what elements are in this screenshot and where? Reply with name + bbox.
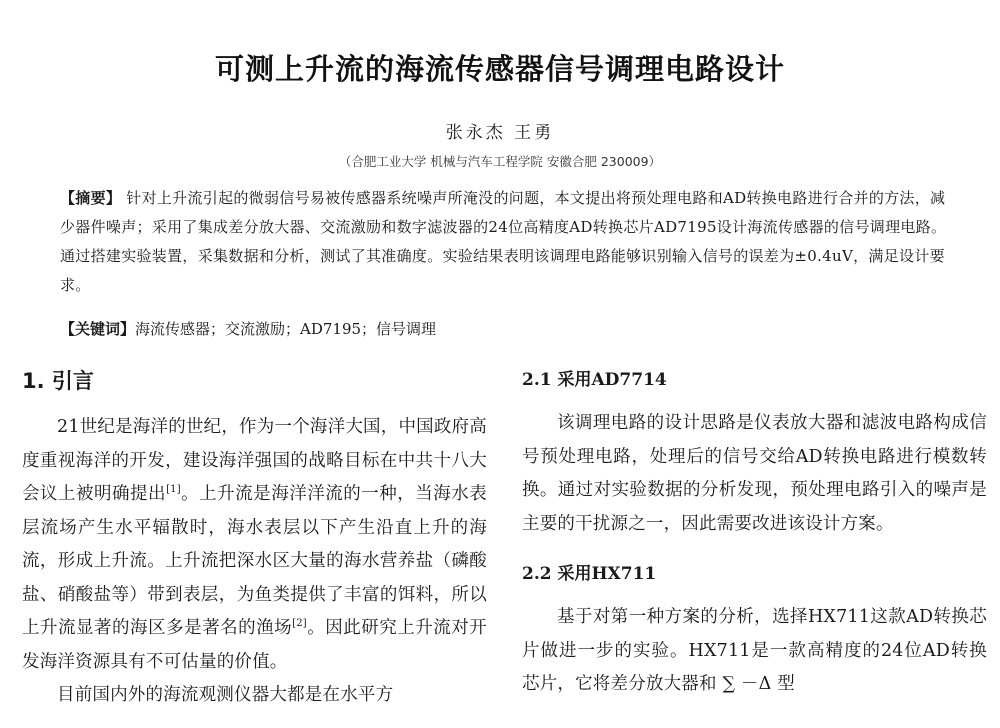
intro-text-part3: 。因此研究上升流对开发海洋资源具有不可估量的价值。: [22, 618, 487, 672]
paper-title: 可测上升流的海流传感器信号调理电路设计: [214, 52, 785, 86]
section-heading-introduction: 1. 引言: [22, 369, 94, 393]
keywords-label: 【关键词】: [60, 320, 136, 338]
citation-1[interactable]: [1]: [166, 484, 181, 496]
affiliation: （合肥工业大学 机械与汽车工程学院 安徽合肥 230009）: [338, 154, 662, 169]
section-2-2-text: 基于对第一种方案的分析，选择HX711这款AD转换芯片做进一步的实验。HX711是一款高精度的24位AD转换芯片，它将差分放大器和 ∑ －Δ 型: [522, 607, 987, 694]
authors: 张永杰 王勇: [445, 123, 555, 143]
keywords-text: 海流传感器；交流激励；AD7195；信号调理: [135, 320, 437, 338]
right-column: [522, 365, 987, 702]
citation-2[interactable]: [2]: [292, 618, 307, 630]
section-2-1-text: 该调理电路的设计思路是仪表放大器和滤波电路构成信号预处理电路，处理后的信号交给AD转换电路进行模数转换。通过对实验数据的分析发现，预处理电路引入的噪声是主要的干扰源之一，因此需要改进该设计方案。: [522, 413, 987, 534]
intro-text-part1: 21世纪是海洋的世纪，作为一个海洋大国，中国政府高度重视海洋的开发，建设海洋强国的战略目标在中共十八大会议上被明确提出: [22, 417, 487, 504]
section-heading-2-2: 2.2 采用HX711: [522, 564, 657, 584]
abstract: [60, 184, 950, 300]
left-column: [22, 365, 487, 713]
intro-text-part2: 。上升流是海洋洋流的一种，当海水表层流场产生水平辐散时，海水表层以下产生沿直上升的海流，形成上升流。上升流把深水区大量的海水营养盐（磷酸盐、硝酸盐等）带到表层，为鱼类提供了丰富的饵料，所以上升流显著的海区多是著名的渔场: [22, 484, 487, 638]
section-heading-2-1: 2.1 采用AD7714: [522, 370, 667, 390]
abstract-text: 针对上升流引起的微弱信号易被传感器系统噪声所淹没的问题，本文提出将预处理电路和AD转换电路进行合并的方法，减少器件噪声；采用了集成差分放大器、交流激励和数字滤波器的24位高精度AD转换芯片AD7195设计海流传感器的信号调理电路。通过搭建实验装置，采集数据和分析，测试了其准确度。实验结果表明该调理电路能够识别输入信号的误差为±0.4uV，满足设计要求。: [60, 189, 947, 294]
intro-paragraph-2: 目前国内外的海流观测仪器大都是在水平方: [57, 685, 394, 705]
keywords: [60, 318, 950, 339]
abstract-label: 【摘要】: [60, 189, 122, 207]
intro-paragraph-1: [22, 411, 487, 679]
